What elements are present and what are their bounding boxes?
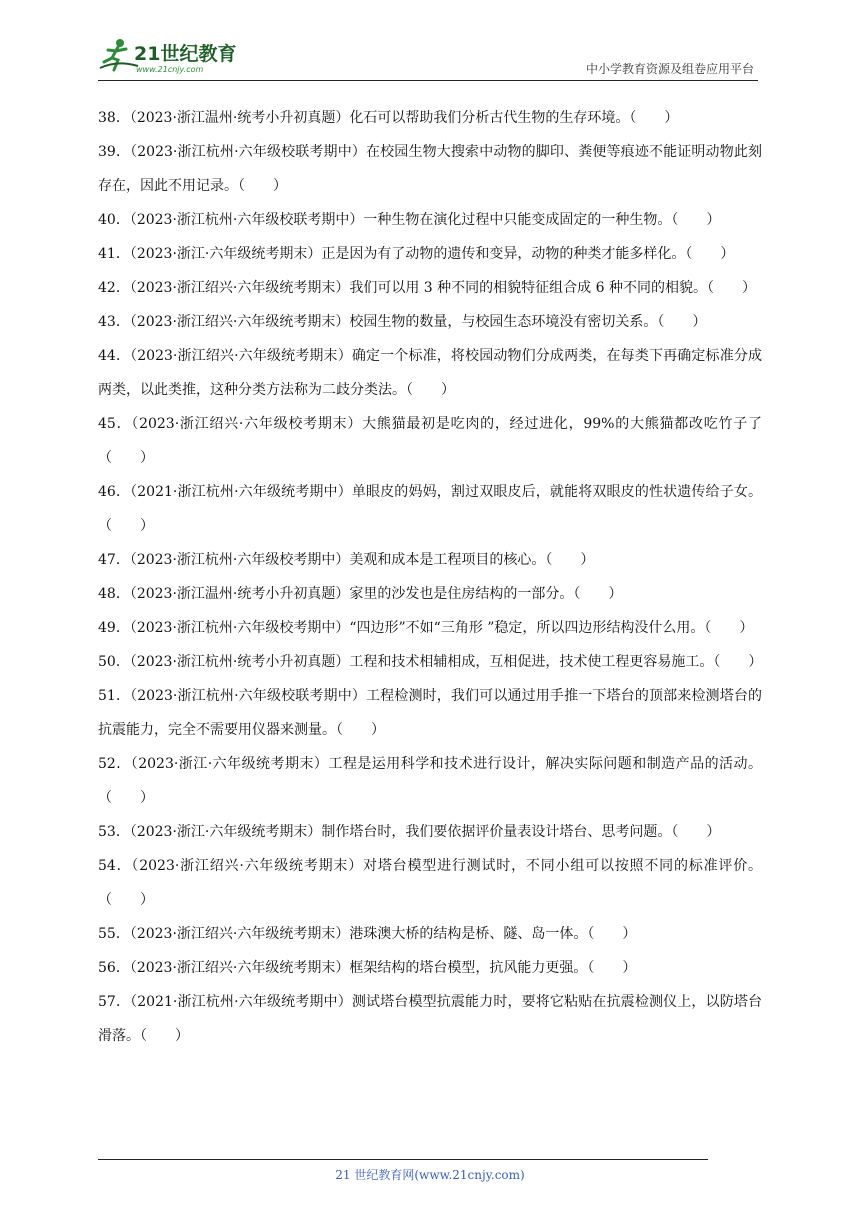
question-40: 40．（2023·浙江杭州·六年级校联考期中）一种生物在演化过程中只能变成固定的一种生物。（ ） xyxy=(98,212,721,228)
platform-name: 中小学教育资源及组卷应用平台 xyxy=(585,62,754,76)
question-45: 45．（2023·浙江绍兴·六年级校考期末）大熊猫最初是吃肉的，经过进化，99%的大熊猫都改吃竹子了（ ） xyxy=(98,416,762,466)
logo-main-text: 21世纪教育 xyxy=(134,43,237,65)
question-55: 55．（2023·浙江绍兴·六年级统考期末）港珠澳大桥的结构是桥、隧、岛一体。（ ） xyxy=(98,926,637,942)
page-footer: 21 世纪教育网(www.21cnjy.com) xyxy=(335,1168,525,1182)
question-57: 57．（2021·浙江杭州·六年级统考期中）测试塔台模型抗震能力时，要将它粘贴在抗震检测仪上，以防塔台滑落。（ ） xyxy=(98,994,762,1044)
question-43: 43．（2023·浙江绍兴·六年级统考期末）校园生物的数量，与校园生态环境没有密切关系。（ ） xyxy=(98,314,707,330)
question-44: 44．（2023·浙江绍兴·六年级统考期末）确定一个标准，将校园动物们分成两类，在每类下再确定标准分成两类，以此类推，这种分类方法称为二歧分类法。（ ） xyxy=(98,348,762,398)
question-51: 51．（2023·浙江杭州·六年级校联考期中）工程检测时，我们可以通过用手推一下塔台的顶部来检测塔台的抗震能力，完全不需要用仪器来测量。（ ） xyxy=(98,688,762,738)
question-41: 41．（2023·浙江·六年级统考期末）正是因为有了动物的遗传和变异，动物的种类才能多样化。（ ） xyxy=(98,246,735,262)
question-47: 47．（2023·浙江杭州·六年级校考期中）美观和成本是工程项目的核心。（ ） xyxy=(98,552,595,568)
question-52: 52．（2023·浙江·六年级统考期末）工程是运用科学和技术进行设计，解决实际问题和制造产品的活动。（ ） xyxy=(98,756,762,806)
site-logo xyxy=(98,36,258,76)
logo-graphic xyxy=(98,36,258,76)
question-46: 46．（2021·浙江杭州·六年级统考期中）单眼皮的妈妈，割过双眼皮后，就能将双眼皮的性状遗传给子女。（ ） xyxy=(98,484,762,534)
question-56: 56．（2023·浙江绍兴·六年级统考期末）框架结构的塔台模型，抗风能力更强。（ ） xyxy=(98,960,637,976)
question-53: 53．（2023·浙江·六年级统考期末）制作塔台时，我们要依据评价量表设计塔台、思考问题。（ ） xyxy=(98,824,721,840)
question-list xyxy=(98,101,762,1053)
footer-divider xyxy=(98,1159,708,1160)
question-50: 50．（2023·浙江杭州·统考小升初真题）工程和技术相辅相成，互相促进，技术使工程更容易施工。（ ） xyxy=(98,654,763,670)
page-header xyxy=(98,30,758,81)
question-54: 54．（2023·浙江绍兴·六年级统考期末）对塔台模型进行测试时，不同小组可以按照不同的标准评价。（ ） xyxy=(98,858,762,908)
question-49: 49．（2023·浙江杭州·六年级校考期中）“四边形”不如“三角形 ”稳定，所以四边形结构没什么用。（ ） xyxy=(98,620,754,636)
question-38: 38．（2023·浙江温州·统考小升初真题）化石可以帮助我们分析古代生物的生存环境。（ ） xyxy=(98,110,679,126)
question-39: 39．（2023·浙江杭州·六年级校联考期中）在校园生物大搜索中动物的脚印、粪便等痕迹不能证明动物此刻存在，因此不用记录。（ ） xyxy=(98,144,762,194)
question-48: 48．（2023·浙江温州·统考小升初真题）家里的沙发也是住房结构的一部分。（ ） xyxy=(98,586,623,602)
logo-url-text: www.21cnjy.com xyxy=(136,65,204,74)
question-42: 42．（2023·浙江绍兴·六年级统考期末）我们可以用 3 种不同的相貌特征组合成 6 种不同的相貌。（ ） xyxy=(98,280,756,296)
